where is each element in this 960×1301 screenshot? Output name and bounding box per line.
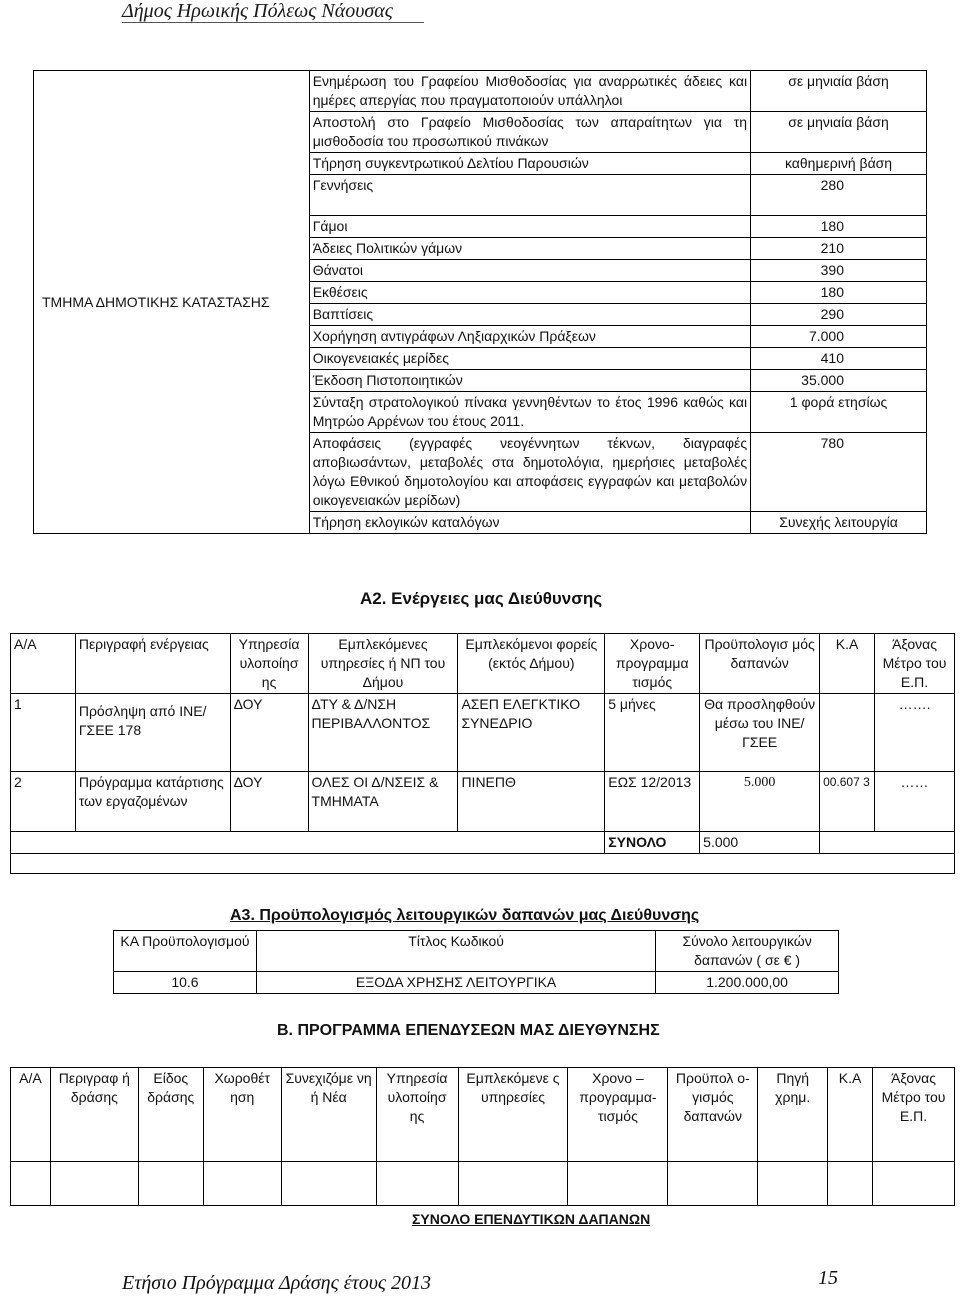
registry-description: Οικογενειακές μερίδες	[309, 348, 750, 370]
row-involved: ΟΛΕΣ ΟΙ Δ/ΝΣΕΙΣ & ΤΜΗΜΑΤΑ	[308, 772, 458, 832]
header-aa: Α/Α	[11, 634, 76, 694]
registry-value: 280	[751, 175, 927, 216]
row-aa: 2	[11, 772, 76, 832]
row-ka	[820, 694, 875, 772]
inv-header-type: Είδος δράσης	[138, 1068, 203, 1162]
actions-row	[11, 694, 955, 772]
footer-text: Ετήσιο Πρόγραμμα Δράσης έτους 2013	[122, 1272, 432, 1294]
registry-description: Θάνατοι	[309, 260, 750, 282]
civil-registry-table	[33, 70, 927, 534]
cost-ka: 10.6	[114, 972, 257, 994]
inv-header-service: Υπηρεσία υλοποίησ ης	[376, 1068, 458, 1162]
registry-description: Ενημέρωση του Γραφείου Μισθοδοσίας για αναρρωτικές άδειες και ημέρες απεργίας που πραγματοποιούν υπάλληλοι	[309, 71, 750, 112]
header-axis: Άξονας Μέτρο του Ε.Π.	[875, 634, 955, 694]
inv-header-involved: Εμπλεκόμενε ς υπηρεσίες	[458, 1068, 568, 1162]
row-budget: 5.000	[700, 772, 820, 832]
registry-description: Εκθέσεις	[309, 282, 750, 304]
registry-description: Γεννήσεις	[309, 175, 750, 216]
row-aa: 1	[11, 694, 76, 772]
inv-header-source: Πηγή χρημ.	[758, 1068, 828, 1162]
registry-description: Τήρηση συγκεντρωτικού Δελτίου Παρουσιών	[309, 153, 750, 175]
row-bodies: ΑΣΕΠ ΕΛΕΓΚΤΙΚΟ ΣΥΝΕΔΡΙΟ	[458, 694, 605, 772]
actions-header-row	[11, 634, 955, 694]
row-description: Πρόγραμμα κατάρτισης των εργαζομένων	[75, 772, 230, 832]
registry-value: 410	[751, 348, 927, 370]
inv-header-aa: Α/Α	[11, 1068, 51, 1162]
registry-description: Αποστολή στο Γραφείο Μισθοδοσίας των απαραίτητων για τη μισθοδοσία του προσωπικού πινάκων	[309, 112, 750, 153]
investment-total-label: ΣΥΝΟΛΟ ΕΠΕΝΔΥΤΙΚΩΝ ΔΑΠΑΝΩΝ	[412, 1211, 651, 1227]
registry-description: Σύνταξη στρατολογικού πίνακα γεννηθέντων το έτος 1996 καθώς και Μητρώο Αρρένων του έτους 2011.	[309, 392, 750, 433]
row-schedule: ΕΩΣ 12/2013	[605, 772, 700, 832]
total-value: 5.000	[700, 832, 820, 854]
registry-value: 390	[751, 260, 927, 282]
cost-title: ΕΞΟΔΑ ΧΡΗΣΗΣ ΛΕΙΤΟΥΡΓΙΚΑ	[256, 972, 655, 994]
header-involved-bodies: Εμπλεκόμενοι φορείς (εκτός Δήμου)	[458, 634, 605, 694]
section-b-title: Β. ΠΡΟΓΡΑΜΜΑ ΕΠΕΝΔΥΣΕΩΝ ΜΑΣ ΔΙΕΥΘΥΝΣΗΣ	[277, 1022, 660, 1039]
actions-total-row	[11, 832, 955, 854]
inv-header-budget: Προϋπολ ο-γισμός δαπανών	[668, 1068, 758, 1162]
registry-row	[34, 71, 927, 112]
registry-value: 210	[751, 238, 927, 260]
header-budget: Προϋπολογισ μός δαπανών	[700, 634, 820, 694]
header-description: Περιγραφή ενέργειας	[75, 634, 230, 694]
row-description: Πρόσληψη από ΙΝΕ/ΓΣΕΕ 178	[75, 694, 230, 772]
actions-empty-row	[11, 854, 955, 874]
registry-value: καθημερινή βάση	[751, 153, 927, 175]
row-axis: ……	[875, 772, 955, 832]
registry-value: σε μηνιαία βάση	[751, 71, 927, 112]
row-schedule: 5 μήνες	[605, 694, 700, 772]
row-involved: ΔΤΥ & Δ/ΝΣΗ ΠΕΡΙΒΑΛΛΟΝΤΟΣ	[308, 694, 458, 772]
registry-description: Χορήγηση αντιγράφων Ληξιαρχικών Πράξεων	[309, 326, 750, 348]
registry-value: 1 φορά ετησίως	[751, 392, 927, 433]
inv-header-location: Χωροθέτ ηση	[203, 1068, 281, 1162]
costs-row	[114, 972, 839, 994]
page-number: 15	[818, 1267, 838, 1289]
registry-value: 780	[751, 433, 927, 512]
row-service: ΔΟΥ	[230, 694, 308, 772]
header-code-title: Τίτλος Κωδικού	[256, 931, 655, 972]
header-underline	[122, 22, 424, 23]
inv-header-continuing: Συνεχιζόμε νη ή Νέα	[281, 1068, 376, 1162]
row-axis: …….	[875, 694, 955, 772]
inv-header-description: Περιγραφ ή δράσης	[50, 1068, 138, 1162]
registry-description: Άδειες Πολιτικών γάμων	[309, 238, 750, 260]
header-ka: Κ.Α	[820, 634, 875, 694]
registry-description: Έκδοση Πιστοποιητικών	[309, 370, 750, 392]
actions-table	[10, 633, 955, 874]
registry-value: σε μηνιαία βάση	[751, 112, 927, 153]
registry-value: 180	[751, 282, 927, 304]
inv-header-axis: Άξονας Μέτρο του Ε.Π.	[873, 1068, 955, 1162]
registry-description: Βαπτίσεις	[309, 304, 750, 326]
header-service: Υπηρεσία υλοποίησ ης	[230, 634, 308, 694]
header-ka-budget: ΚΑ Προϋπολογισμού	[114, 931, 257, 972]
inv-header-schedule: Χρονο – προγραμμα-τισμός	[568, 1068, 668, 1162]
actions-row	[11, 772, 955, 832]
registry-value: 7.000	[751, 326, 927, 348]
row-ka: 00.607 3	[820, 772, 875, 832]
header-schedule: Χρονο-προγραμμα τισμός	[605, 634, 700, 694]
registry-value: 180	[751, 216, 927, 238]
header-involved-services: Εμπλεκόμενες υπηρεσίες ή ΝΠ του Δήμου	[308, 634, 458, 694]
section-a3-title: Α3. Προϋπολογισμός λειτουργικών δαπανών μας Διεύθυνσης	[230, 907, 700, 924]
registry-value: 35.000	[751, 370, 927, 392]
inv-header-ka: Κ.Α	[828, 1068, 873, 1162]
investment-header-row	[11, 1068, 955, 1162]
registry-description: Γάμοι	[309, 216, 750, 238]
row-service: ΔΟΥ	[230, 772, 308, 832]
department-label: ΤΜΗΜΑ ΔΗΜΟΤΙΚΗΣ ΚΑΤΑΣΤΑΣΗΣ	[34, 71, 310, 534]
row-budget: Θα προσληφθούν μέσω του ΙΝΕ/ΓΣΕΕ	[700, 694, 820, 772]
operating-costs-table	[113, 930, 839, 994]
registry-description: Τήρηση εκλογικών καταλόγων	[309, 512, 750, 534]
costs-header-row	[114, 931, 839, 972]
section-a2-title: Α2. Ενέργειες μας Διεύθυνσης	[360, 589, 603, 608]
investment-table	[10, 1067, 955, 1206]
row-bodies: ΠΙΝΕΠΘ	[458, 772, 605, 832]
cost-amount: 1.200.000,00	[656, 972, 839, 994]
registry-value: Συνεχής λειτουργία	[751, 512, 927, 534]
investment-empty-row	[11, 1162, 955, 1206]
registry-description: Αποφάσεις (εγγραφές νεογέννητων τέκνων, διαγραφές αποβιωσάντων, μεταβολές στα δημοτολόγια, ημερήσιες μεταβολές λόγω Εθνικού δημοτολογίου και αποφάσεις εγγραφών και μεταβολών οικογενειακών μερίδων)	[309, 433, 750, 512]
header-total-costs: Σύνολο λειτουργικών δαπανών ( σε € )	[656, 931, 839, 972]
registry-value: 290	[751, 304, 927, 326]
total-label: ΣΥΝΟΛΟ	[605, 832, 700, 854]
page-header-title: Δήμος Ηρωικής Πόλεως Νάουσας	[122, 0, 393, 22]
